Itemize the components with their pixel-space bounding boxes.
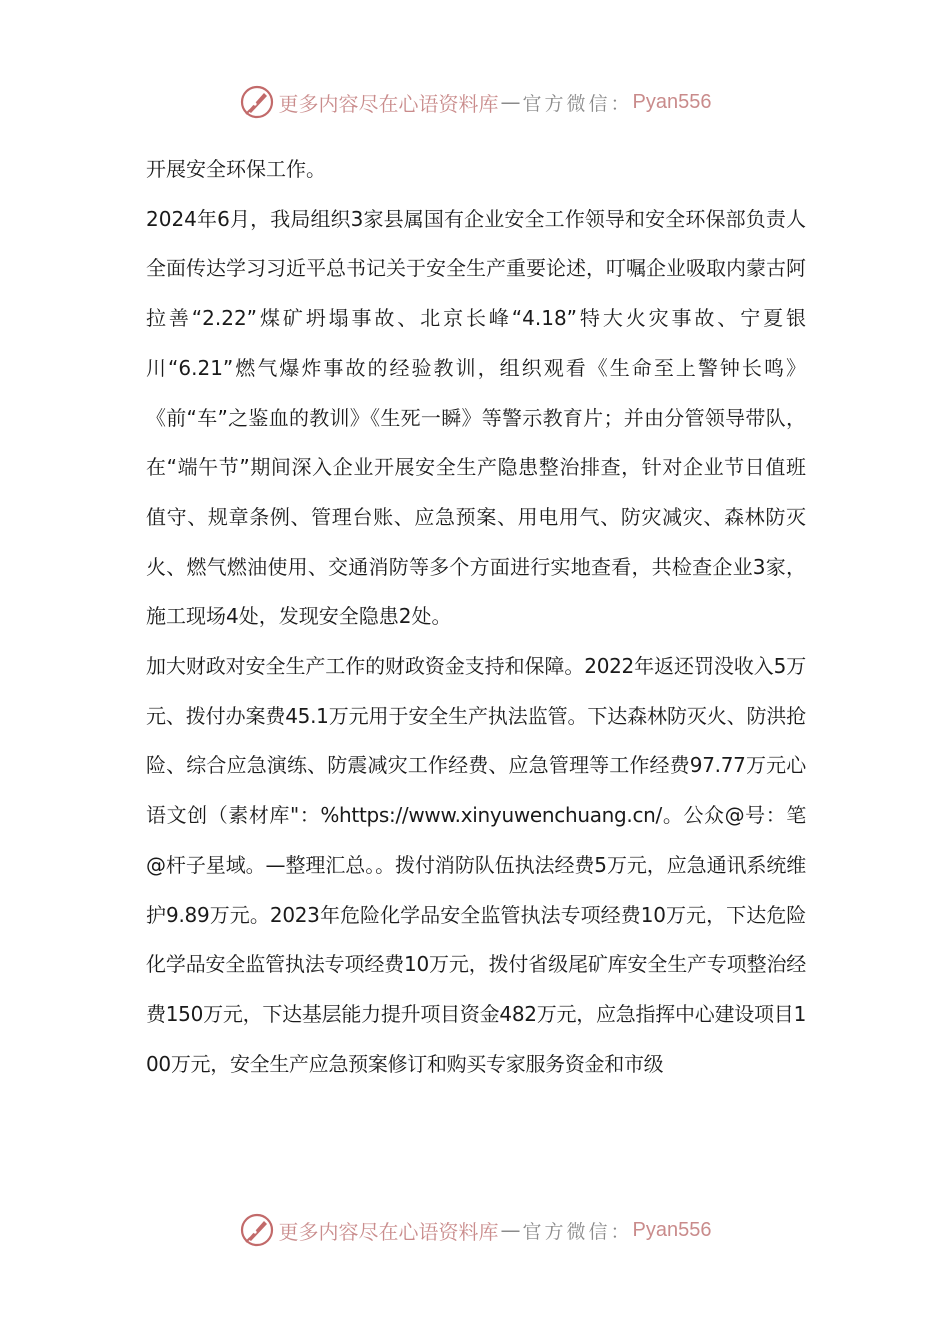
document-body (146, 145, 806, 1089)
paragraph: 2024年6月，我局组织3家县属国有企业安全工作领导和安全环保部负责人全面传达学习习近平总书记关于安全生产重要论述，叮嘱企业吸取内蒙古阿拉善“2.22”煤矿坍塌事故、北京长峰“4.18”特大火灾事故、宁夏银川“6.21”燃气爆炸事故的经验教训，组织观看《生命至上警钟长鸣》《前“车”之鉴血的教训》《生死一瞬》等警示教育片；并由分管领导带队，在“端午节”期间深入企业开展安全生产隐患整治排查，针对企业节日值班值守、规章条例、管理台账、应急预案、用电用气、防灾减灾、森林防灭火、燃气燃油使用、交通消防等多个方面进行实地查看，共检查企业3家，施工现场4处，发现安全隐患2处。 (146, 206, 806, 629)
banner-main-text: 更多内容尽在心语资料库 (278, 91, 499, 116)
footer-banner (0, 1210, 950, 1250)
paragraph: 加大财政对安全生产工作的财政资金支持和保障。2022年返还罚没收入5万元、拨付办案费45.1万元用于安全生产执法监管。下达森林防灭火、防洪抢险、综合应急演练、防震减灾工作经费、应急管理等工作经费97.77万元心语文创（素材库"：%https://www.xinyuwenchuang.cn/。公众@号：笔@杆子星域。—整理汇总。。拨付消防队伍执法经费5万元，应急通讯系统维护9.89万元。2023年危险化学品安全监管执法专项经费10万元，下达危险化学品安全监管执法专项经费10万元，拨付省级尾矿库安全生产专项整治经费150万元，下达基层能力提升项目资金482万元，应急指挥中心建设项目100万元，安全生产应急预案修订和购买专家服务资金和市级 (146, 654, 806, 1076)
quill-logo-icon (239, 1212, 275, 1248)
banner-wechat-id: Pyan556 (632, 1218, 712, 1241)
banner-wechat-label: 官方微信： (522, 1220, 633, 1243)
banner-wechat-label: 官方微信： (522, 92, 633, 115)
banner-dash: — (500, 90, 521, 114)
banner-dash: — (500, 1218, 521, 1242)
quill-logo-icon (239, 84, 275, 120)
paragraph: 开展安全环保工作。 (146, 157, 326, 181)
banner-wechat-id: Pyan556 (632, 90, 712, 113)
banner-main-text: 更多内容尽在心语资料库 (278, 1219, 499, 1244)
header-banner (0, 82, 950, 122)
